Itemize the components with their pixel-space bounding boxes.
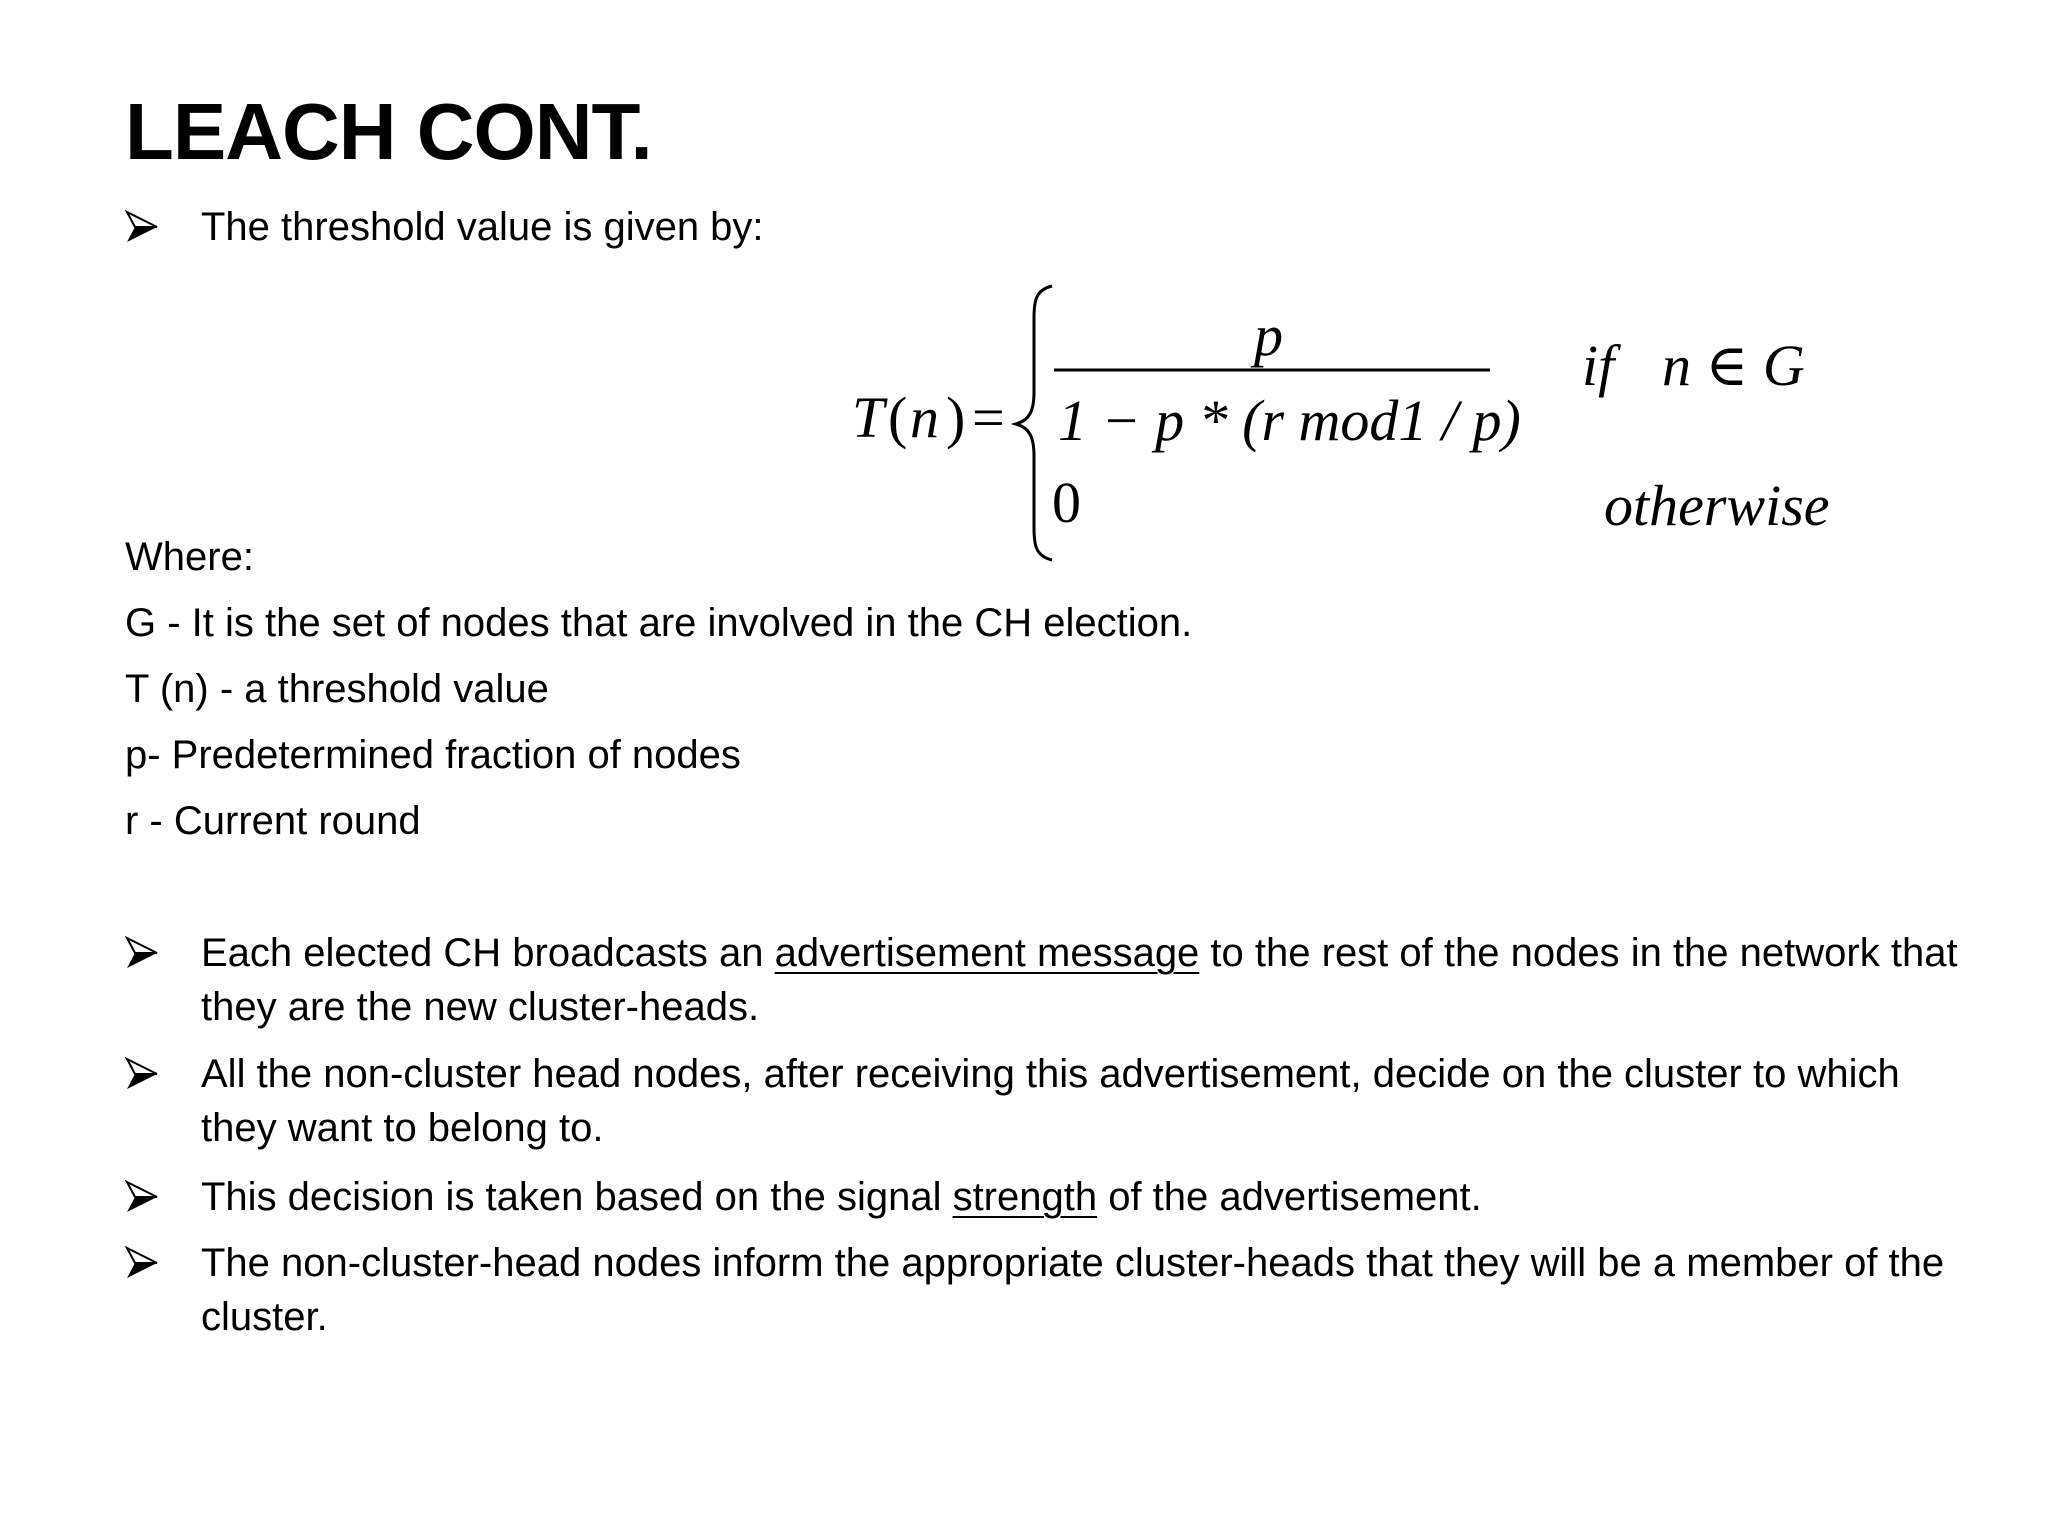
underlined-term-advertisement-message: advertisement message [774,931,1200,975]
arrowhead-bullet-icon [125,936,159,970]
formula-case2-condition: otherwise [1604,473,1830,538]
definition-p: p- Predetermined fraction of nodes [125,733,741,777]
bullet-text: The non-cluster-head nodes inform the appropriate cluster-heads that they will be a member of the cluster. [201,1241,1945,1339]
arrowhead-bullet-icon [125,1180,159,1214]
formula-equals: = [972,385,1005,450]
bullet-text-before: This decision is taken based on the signal [201,1175,953,1219]
formula-brace [1016,286,1052,560]
arrowhead-bullet-icon [125,1246,159,1280]
bullet-text: All the non-cluster head nodes, after receiving this advertisement, decide on the cluster to which they want to belong to. [201,1052,1900,1150]
bullet-advertisement [125,926,1958,1034]
formula-numerator: p [1254,303,1283,368]
underlined-term-strength: strength [952,1175,1098,1219]
intro-bullet-text: The threshold value is given by: [201,205,764,249]
bullet-text-before: Each elected CH broadcasts an [201,931,775,975]
definition-Tn: T (n) - a threshold value [125,667,549,711]
formula-case1-if: if [1582,333,1615,398]
bullet-text-after: of the advertisement. [1097,1175,1482,1219]
bullet-text [201,1170,1958,1224]
bullet-signal-strength [125,1170,1958,1224]
where-label: Where: [125,535,254,579]
definition-G: G - It is the set of nodes that are involved in the CH election. [125,601,1193,645]
bullet-text-after: to the rest of the nodes in the network that they are the new cluster-heads. [201,931,1958,1029]
bullet-text [201,926,1958,1034]
definition-r: r - Current round [125,799,421,843]
formula-lhs-paren-close: ) [946,385,966,450]
arrowhead-bullet-icon [125,210,159,244]
formula-case2-value: 0 [1052,470,1081,535]
arrowhead-bullet-icon [125,1057,159,1091]
formula-lhs-T: T [852,385,885,450]
formula-denominator: 1 − p * (r mod1 / p) [1058,388,1521,453]
intro-bullet [125,200,1958,254]
formula-lhs-n: n [910,385,939,450]
formula-lhs-paren-open: ( [888,385,908,450]
bullet-inform-cluster-heads [125,1236,1958,1344]
formula-case1-expr: n ∈ G [1662,333,1805,398]
bullet-non-cluster-decide [125,1047,1958,1155]
slide-title: LEACH CONT. [125,87,652,176]
